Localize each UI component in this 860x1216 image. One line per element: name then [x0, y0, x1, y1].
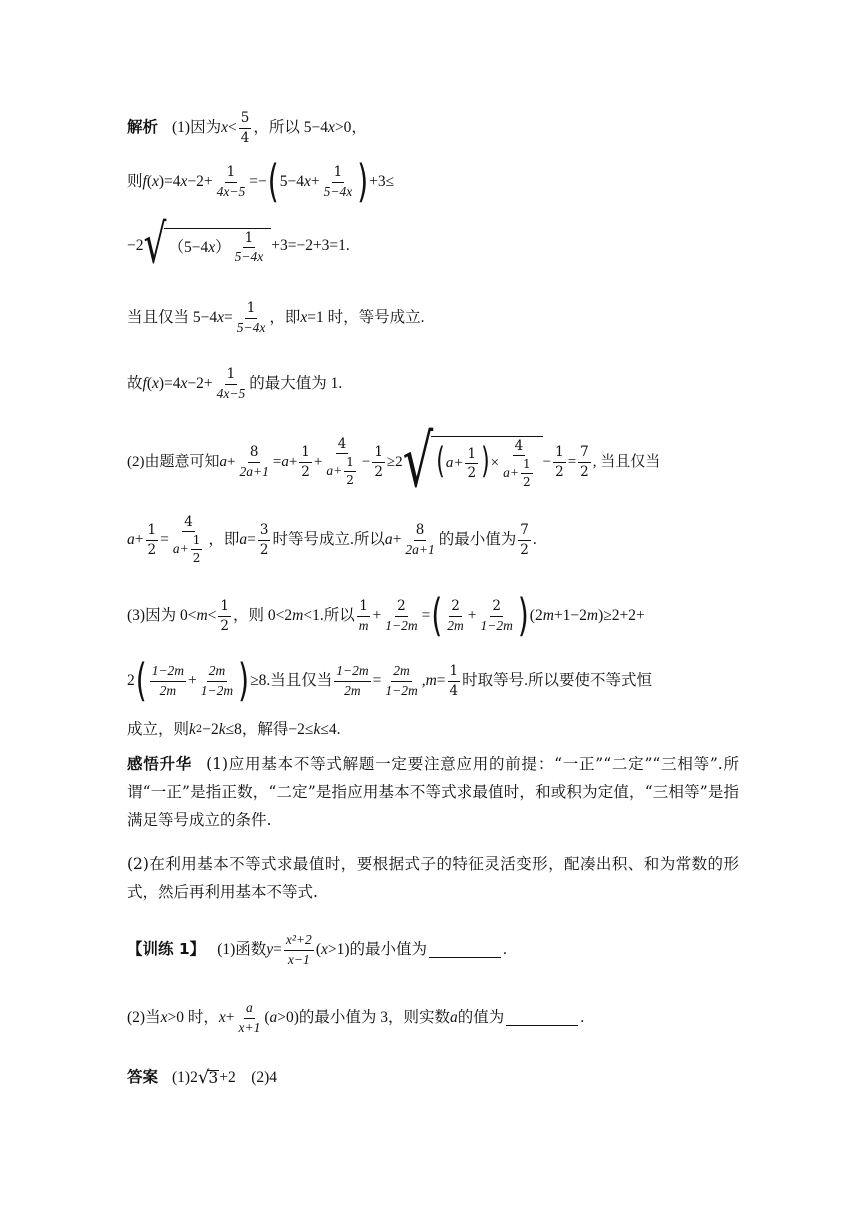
analysis-line-8: (3)因为 0< m < $\frac{1}{2}$ ，则 0<2 m <1.所以 $\frac{1}{m}$ + $\frac{2}{1-2m}$ = ( $\frac{2}{2m}$ + $\frac{2}{1-2m}$ ) (2 m +1−2 m )≥2+2+ [127, 588, 645, 642]
analysis-line-1: 解析 (1)因为 x < $\frac{5}{4}$ ，所以 5−4 x >0， [127, 110, 367, 146]
insight-heading: 感悟升华 [127, 755, 193, 773]
insight-paragraph-2: (2)在利用基本不等式求最值时，要根据式子的特征灵活变形，配凑出积、和为常数的形式，然后再利用基本不等式. [127, 855, 739, 901]
insight-paragraph-1: 感悟升华 (1)应用基本不等式解题一定要注意应用的前提：“一正”“二定”“三相等”.所谓“一正”是指正数，“二定”是指应用基本不等式求最值时，和或积为定值，“三相等”是指满足等号成立的条件. [127, 755, 739, 829]
analysis-line-2: 则 f ( x )=4 x −2+ $\frac{1}{4x-5}$ =− ( 5−4 x + $\frac{1}{5-4x}$ ) +3≤ [127, 154, 395, 208]
training-heading: 【训练 1】 [127, 940, 206, 959]
fraction: $\frac{1}{4x-5}$ [216, 164, 246, 199]
answer-blank [506, 1011, 578, 1026]
training-question-2: (2)当 x >0 时， x + $\frac{a}{x+1}$ ( a >0)的最小值为 3，则实数 a 的值为 . [127, 1000, 585, 1035]
sqrt: √ （5−4 x ） $\frac{1}{5-4x}$ [144, 228, 272, 264]
answer-heading: 答案 [127, 1068, 159, 1087]
analysis-line-10: 成立，则 k 2 −2 k ≤8，解得−2≤ k ≤4. [127, 721, 341, 739]
analysis-line-6: (2)由题意可知 a + $\frac{8}{2a+1}$ = a + $\frac{1}{2}$ + 4 a+ $\frac{1}{2}$ − $\frac{1}{2}$ ≥2 √ ( a+ $\frac{1}{2}$ ) × 4 a+ $\frac{1}{2}$ − $\frac{1}{2}$ = $\frac{7}{2}$ , 当且仅当 [127, 419, 661, 504]
fraction-5-4: $\frac{5}{4}$ [240, 110, 250, 146]
answer-blank [429, 943, 501, 958]
analysis-line-4: 当且仅当 5−4 x = $\frac{1}{5-4x}$ ，即 x =1 时，等号成立. [127, 300, 425, 335]
analysis-line-9: 2 ( $\frac{1-2m}{2m}$ + $\frac{2m}{1-2m}$ ) ≥8.当且仅当 $\frac{1-2m}{2m}$ = $\frac{2m}{1-2m}$ , m = $\frac{1}{4}$ 时取等号.所以要使不等式恒 [127, 653, 653, 707]
training-question-1: 【训练 1】 (1)函数 y = $\frac{\text{x²+2}}{x-1}$ ( x >1)的最小值为 . [127, 932, 507, 967]
analysis-heading: 解析 [127, 118, 159, 137]
analysis-line-3: −2 √ （5−4 x ） $\frac{1}{5-4x}$ +3=−2+3=1. [127, 214, 350, 276]
analysis-line-7: a + $\frac{1}{2}$ = 4 a+ $\frac{1}{2}$ ，即 a = $\frac{3}{2}$ 时等号成立.所以 a + $\frac{8}{2a+1}$ 的最小值为 $\frac{7}{2}$ . [127, 514, 537, 566]
answer-line: 答案 (1)2 √ 3 +2 (2)4 [127, 1067, 278, 1088]
analysis-line-5: 故 f ( x )=4 x −2+ $\frac{1}{4x-5}$ 的最大值为 1. [127, 366, 343, 401]
